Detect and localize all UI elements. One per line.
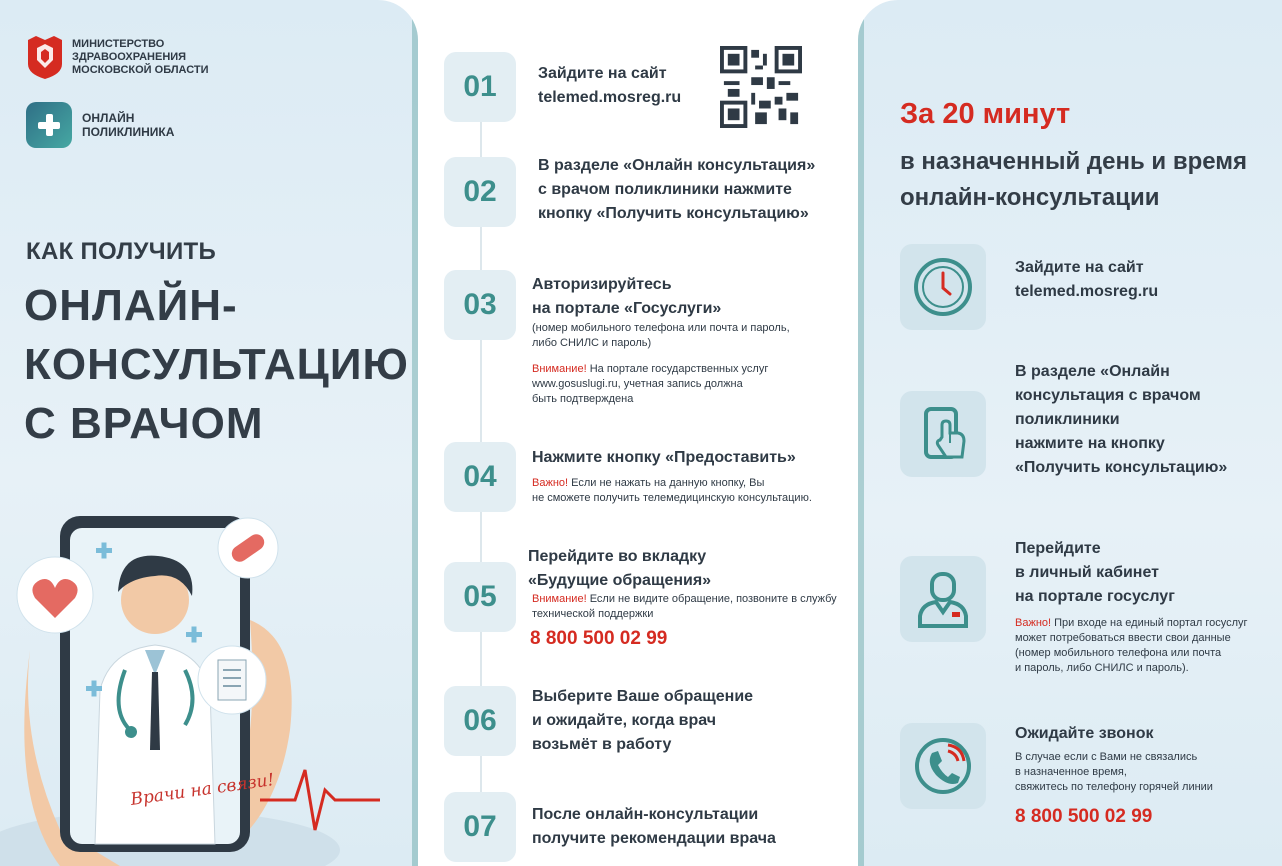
right-item-warning xyxy=(1015,616,1248,676)
step-number: 03 xyxy=(444,270,516,340)
step-warning xyxy=(532,476,812,506)
phone-call-icon xyxy=(900,723,986,809)
warning-text: Если не видите обращение, позвоните в службу технической поддержки xyxy=(532,593,837,620)
time-subtitle: в назначенный день и время онлайн-консультации xyxy=(900,148,1248,211)
step-title: Перейдите во вкладку «Будущие обращения» xyxy=(528,548,712,589)
clock-icon xyxy=(900,244,986,330)
step-number: 02 xyxy=(444,157,516,227)
step-title: В разделе «Онлайн консультация» с врачом поликлиники нажмите кнопку «Получить консультацию» xyxy=(538,157,816,222)
step-title: После онлайн-консультации получите рекомендации врача xyxy=(532,806,776,847)
polyclinic-header xyxy=(26,102,174,148)
ministry-name: МИНИСТЕРСТВО ЗДРАВООХРАНЕНИЯ МОСКОВСКОЙ ОБЛАСТИ xyxy=(72,37,209,76)
doctor-phone-illustration xyxy=(0,500,418,866)
heading-big: ОНЛАЙН- КОНСУЛЬТАЦИЮ С ВРАЧОМ xyxy=(24,281,409,448)
support-phone[interactable]: 8 800 500 02 99 xyxy=(530,628,668,649)
doctor-icon xyxy=(900,556,986,642)
step-number: 04 xyxy=(444,442,516,512)
step-title: Авторизируйтесь на портале «Госуслуги» xyxy=(532,276,722,317)
step-title: Выберите Ваше обращение и ожидайте, когда врач возьмёт в работу xyxy=(532,688,754,753)
hotline-phone[interactable]: 8 800 500 02 99 xyxy=(1015,806,1153,827)
heading-small: КАК ПОЛУЧИТЬ xyxy=(26,238,217,265)
step-note: (номер мобильного телефона или почта и пароль, либо СНИЛС и пароль) xyxy=(532,322,790,349)
step-number: 07 xyxy=(444,792,516,862)
script-caption: Врачи на связи! xyxy=(129,770,276,810)
right-item-title: В разделе «Онлайн консультация с врачом поликлиники нажмите на кнопку «Получить консультацию» xyxy=(1015,363,1228,476)
right-item-note: В случае если с Вами не связались в назначенное время, свяжитесь по телефону горячей линии xyxy=(1015,751,1213,793)
step-number: 05 xyxy=(444,562,516,632)
phone-touch-icon xyxy=(900,391,986,477)
ministry-header xyxy=(26,34,209,80)
medical-cross-icon xyxy=(26,102,72,148)
warning-label: Важно! xyxy=(1015,617,1052,629)
step-warning xyxy=(532,362,768,407)
warning-text: При входе на единый портал госуслуг может потребоваться ввести свои данные (номер мобильного телефона или почта и пароль, либо СНИЛС и пароль). xyxy=(1015,617,1248,674)
step-number: 06 xyxy=(444,686,516,756)
warning-text: Если не нажать на данную кнопку, Вы не сможете получить телемедицинскую консультацию. xyxy=(532,477,812,504)
step-title: Нажмите кнопку «Предоставить» xyxy=(532,449,796,466)
time-accent: За 20 минут xyxy=(900,98,1071,130)
coat-of-arms-icon xyxy=(26,34,64,80)
warning-label: Внимание! xyxy=(532,593,587,605)
warning-label: Внимание! xyxy=(532,363,587,375)
warning-text: На портале государственных услуг www.gosuslugi.ru, учетная запись должна быть подтверждена xyxy=(532,363,769,405)
warning-label: Важно! xyxy=(532,477,569,489)
step-number: 01 xyxy=(444,52,516,122)
step-title: Зайдите на сайт telemed.mosreg.ru xyxy=(538,65,682,106)
right-item-title: Зайдите на сайт telemed.mosreg.ru xyxy=(1015,259,1159,300)
right-item-title: Перейдите в личный кабинет на портале госуслуг xyxy=(1015,540,1175,605)
qr-code-icon xyxy=(720,46,802,128)
polyclinic-name: ОНЛАЙН ПОЛИКЛИНИКА xyxy=(82,111,175,139)
right-item-title: Ожидайте звонок xyxy=(1015,725,1154,742)
step-warning xyxy=(532,592,837,622)
